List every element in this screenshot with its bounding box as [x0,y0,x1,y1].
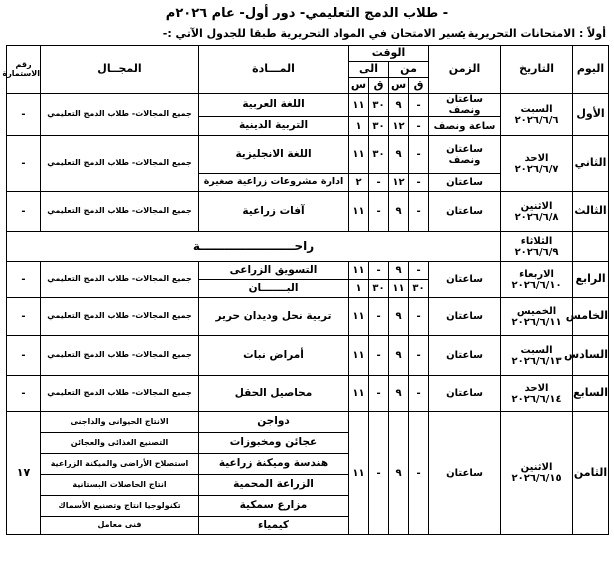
duration-cell: ساعتان [429,412,501,535]
form-cell: - [7,94,41,136]
from-hour: ٩ [389,262,409,280]
subject-cell: محاصيل الحقل [199,376,349,412]
day-cell: الرابع [573,262,609,298]
from-minute: - [409,336,429,376]
duration-cell: ساعتان ونصف [429,136,501,174]
field-cell: فنى معامل [41,517,199,535]
from-hour: ٩ [389,94,409,117]
rest-day-cell: راحـــــــــــــــــــــــة [7,232,501,262]
table-row [7,232,609,262]
header-from-hour: س [389,78,409,94]
day-cell: الثاني [573,136,609,192]
header-to: الى [349,62,389,78]
form-cell: - [7,136,41,192]
from-hour: ١٢ [389,117,409,136]
header-field: المجــال [41,46,199,94]
to-minute: ٣٠ [369,94,389,117]
form-cell: - [7,376,41,412]
form-cell: - [7,262,41,298]
duration-cell: ساعتان [429,376,501,412]
field-cell: التصنيع الغذائى والعجائن [41,433,199,454]
to-hour: ١١ [349,192,369,232]
from-hour: ١٢ [389,174,409,192]
to-hour: ٢ [349,174,369,192]
to-minute: ٣٠ [369,280,389,298]
to-minute: ٣٠ [369,117,389,136]
from-hour: ٩ [389,336,409,376]
section-heading: أولاً : الامتحانات التحريرية : [459,27,606,40]
field-cell: انتاج الحاصلات البستانية [41,475,199,496]
date-cell: الثلاثاء ٢٠٢٦/٦/٩ [501,232,573,262]
subject-cell: كيمياء [199,517,349,535]
to-hour: ١ [349,117,369,136]
from-hour: ٩ [389,136,409,174]
header-to-minute: ق [369,78,389,94]
form-cell: - [7,336,41,376]
header-form-no: رقم الاستمارة [7,46,41,94]
subject-cell: آفات زراعية [199,192,349,232]
field-cell: الانتاج الحيوانى والداجنى [41,412,199,433]
subject-cell: التربية الدينية [199,117,349,136]
exam-schedule-table [2,45,609,535]
form-cell: - [7,298,41,336]
to-minute: - [369,262,389,280]
day-cell: السابع [573,376,609,412]
duration-cell: ساعتان [429,298,501,336]
to-minute: ٣٠ [369,136,389,174]
subject-cell: مزارع سمكية [199,496,349,517]
from-minute: - [409,298,429,336]
table-row [7,412,609,433]
from-minute: - [409,262,429,280]
day-cell: الأول [573,94,609,136]
from-minute: - [409,174,429,192]
subject-cell: اللغة العربية [199,94,349,117]
field-cell: جميع المجالات- طلاب الدمج التعليمي [41,376,199,412]
header-to-hour: س [349,78,369,94]
header-subject: المـــادة [199,46,349,94]
from-hour: ٩ [389,376,409,412]
duration-cell: ساعتان [429,192,501,232]
date-cell: السبت ٢٠٢٦/٦/٦ [501,94,573,136]
header-from: من [389,62,429,78]
section-intro: يسير الامتحان في المواد التحريرية طبقا للجدول الآتي :- [162,27,466,40]
day-cell [573,232,609,262]
duration-cell: ساعتان [429,336,501,376]
to-hour: ١١ [349,136,369,174]
from-hour: ١١ [389,280,409,298]
date-cell: الخميس ٢٠٢٦/٦/١١ [501,298,573,336]
subject-cell: هندسة وميكنة زراعية [199,454,349,475]
table-row [7,192,609,232]
table-row [7,298,609,336]
date-cell: الاربعاء ٢٠٢٦/٦/١٠ [501,262,573,298]
field-cell: جميع المجالات- طلاب الدمج التعليمي [41,298,199,336]
to-minute: - [369,412,389,535]
from-minute: - [409,94,429,117]
to-hour: ١١ [349,94,369,117]
duration-cell: ساعتان ونصف [429,94,501,117]
subject-cell: البـــــــان [199,280,349,298]
from-hour: ٩ [389,192,409,232]
duration-cell: ساعة ونصف [429,117,501,136]
field-cell: جميع المجالات- طلاب الدمج التعليمي [41,336,199,376]
from-minute: ٣٠ [409,280,429,298]
from-minute: - [409,376,429,412]
date-cell: الاثنين ٢٠٢٦/٦/١٥ [501,412,573,535]
table-row [7,262,609,280]
day-cell: الخامس [573,298,609,336]
date-cell: الاحد ٢٠٢٦/٦/١٤ [501,376,573,412]
form-cell: - [7,192,41,232]
subject-cell: دواجن [199,412,349,433]
header-time: الوقت [349,46,429,62]
page-title: - طلاب الدمج التعليمي- دور أول- عام ٢٠٢٦م [165,6,449,21]
table-row [7,136,609,174]
from-hour: ٩ [389,412,409,535]
to-minute: - [369,174,389,192]
from-minute: - [409,192,429,232]
date-cell: السبت ٢٠٢٦/٦/١٣ [501,336,573,376]
to-hour: ١١ [349,262,369,280]
subject-cell: التسويق الزراعى [199,262,349,280]
field-cell: جميع المجالات- طلاب الدمج التعليمي [41,262,199,298]
day-cell: الثالث [573,192,609,232]
date-cell: الاحد ٢٠٢٦/٦/٧ [501,136,573,192]
duration-cell: ساعتان [429,262,501,298]
table-row [7,336,609,376]
table-row [7,94,609,117]
subject-cell: تربية نحل وديدان حرير [199,298,349,336]
form-cell: ١٧ [7,412,41,535]
subject-cell: اللغة الانجليزية [199,136,349,174]
field-cell: جميع المجالات- طلاب الدمج التعليمي [41,192,199,232]
to-minute: - [369,376,389,412]
to-hour: ١١ [349,336,369,376]
field-cell: تكنولوجيا انتاج وتصنيع الأسماك [41,496,199,517]
from-minute: - [409,412,429,535]
to-minute: - [369,336,389,376]
to-hour: ١١ [349,298,369,336]
field-cell: استصلاح الأراضى والميكنة الزراعية [41,454,199,475]
from-hour: ٩ [389,298,409,336]
to-minute: - [369,298,389,336]
field-cell: جميع المجالات- طلاب الدمج التعليمي [41,94,199,136]
subject-cell: أمراض نبات [199,336,349,376]
to-hour: ١ [349,280,369,298]
day-cell: الثامن [573,412,609,535]
from-minute: - [409,136,429,174]
day-cell: السادس [573,336,609,376]
to-minute: - [369,192,389,232]
header-from-minute: ق [409,78,429,94]
to-hour: ١١ [349,376,369,412]
header-duration: الزمن [429,46,501,94]
duration-cell: ساعتان [429,174,501,192]
header-day: اليوم [573,46,609,94]
date-cell: الاثنين ٢٠٢٦/٦/٨ [501,192,573,232]
subject-cell: عجائن ومخبوزات [199,433,349,454]
subject-cell: الزراعة المحمية [199,475,349,496]
from-minute: - [409,117,429,136]
to-hour: ١١ [349,412,369,535]
subject-cell: ادارة مشروعات زراعية صغيرة [199,174,349,192]
field-cell: جميع المجالات- طلاب الدمج التعليمي [41,136,199,192]
header-date: التاريخ [501,46,573,94]
table-row [7,376,609,412]
